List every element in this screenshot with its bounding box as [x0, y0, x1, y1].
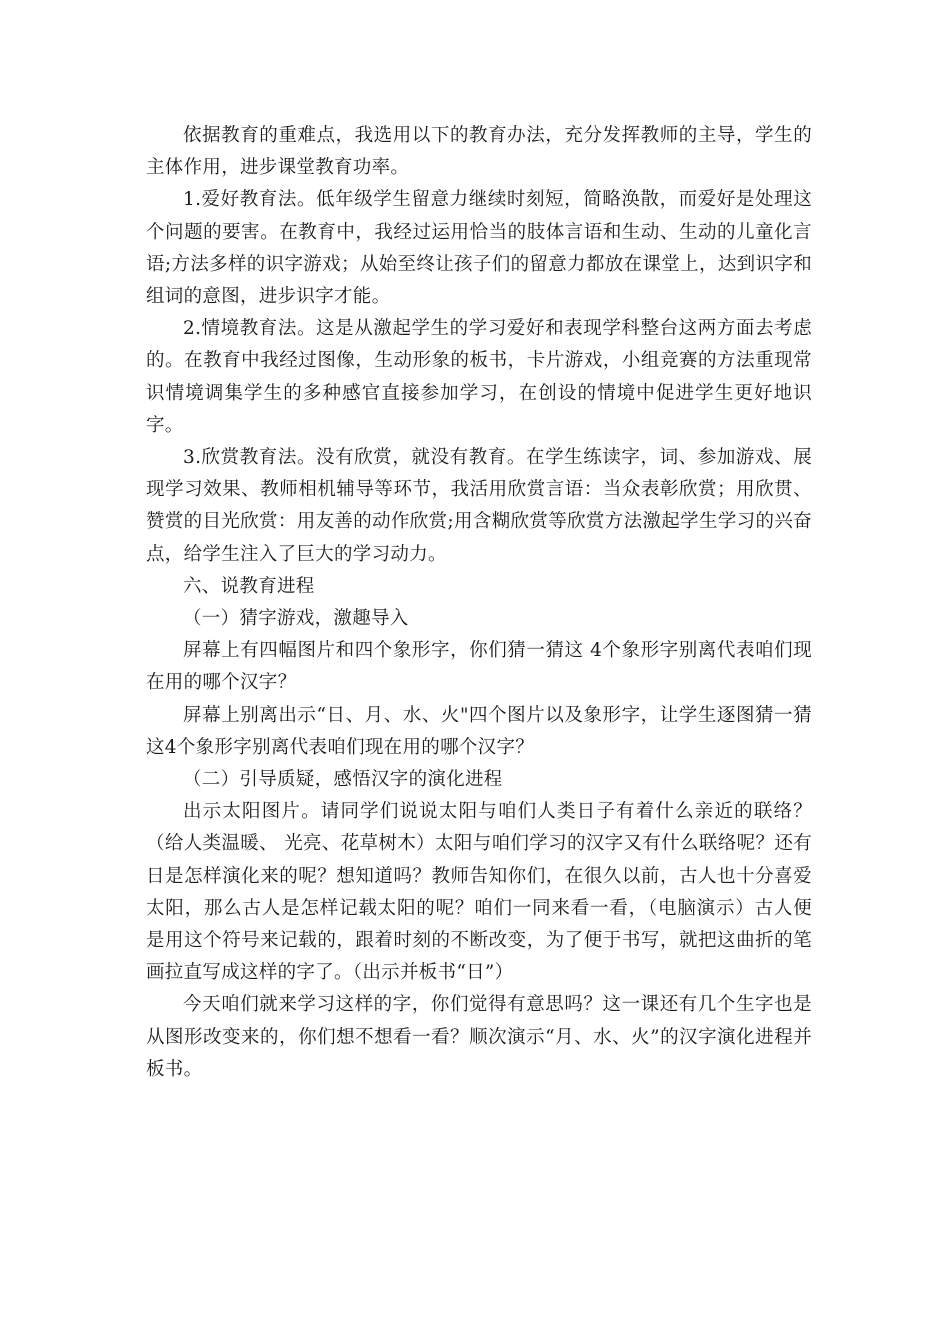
- paragraph-show-pictures: 屏幕上别离出示“日、月、水、火"四个图片以及象形字，让学生逐图猜一猜这4个象形字别离代表咱们现在用的哪个汉字？: [146, 704, 812, 758]
- paragraph-sun-picture: 出示太阳图片。请同学们说说太阳与咱们人类日子有着什么亲近的联络？（给人类温暖、 光亮、花草树木）太阳与咱们学习的汉字又有什么联络呢？还有日是怎样演化来的呢？想知道吗？教师告知你们，在很久以前，古人也十分喜爱太阳，那么古人是怎样记载太阳的呢？咱们一同来看一看，（电脑演示）古人便是用这个符号来记载的，跟着时刻的不断改变，为了便于书写，就把这曲折的笔画拉直写成这样的字了。（出示并板书“日”）: [146, 801, 812, 984]
- paragraph-today-learning: 今天咱们就来学习这样的字，你们觉得有意思吗？这一课还有几个生字也是从图形改变来的，你们想不想看一看？顺次演示“月、水、火”的汉字演化进程并板书。: [146, 994, 812, 1080]
- subheading-guessing-game: （一）猜字游戏，激趣导入: [183, 608, 409, 630]
- paragraph-teaching-methods-intro: 依据教育的重难点，我选用以下的教育办法，充分发挥教师的主导，学生的主体作用，进步课堂教育功率。: [146, 125, 812, 179]
- paragraph-four-pictures: 屏幕上有四幅图片和四个象形字，你们猜一猜这 4个象形字别离代表咱们现在用的哪个汉字？: [146, 640, 812, 694]
- paragraph-situation-method: 2.情境教育法。这是从激起学生的学习爱好和表现学科整台这两方面去考虑的。在教育中我经过图像，生动形象的板书，卡片游戏，小组竞赛的方法重现常识情境调集学生的多种感官直接参加学习，在创设的情境中促进学生更好地识字。: [146, 318, 812, 436]
- section-heading-teaching-process: 六、说教育进程: [183, 575, 315, 597]
- document-body: [146, 120, 812, 1086]
- subheading-guided-questioning: （二）引导质疑，感悟汉字的演化进程: [183, 769, 503, 791]
- paragraph-appreciation-method: 3.欣赏教育法。没有欣赏，就没有教育。在学生练读字，词、参加游戏、展现学习效果、教师相机辅导等环节，我活用欣赏言语：当众表彰欣赏；用欣贯、赞赏的目光欣赏：用友善的动作欣赏;用含糊欣赏等欣赏方法激起学生学习的兴奋点，给学生注入了巨大的学习动力。: [146, 447, 812, 565]
- paragraph-interest-method: 1.爱好教育法。低年级学生留意力继续时刻短，简略涣散，而爱好是处理这个问题的要害。在教育中，我经过运用恰当的肢体言语和生动、生动的儿童化言语;方法多样的识字游戏；从始至终让孩子们的留意力都放在课堂上，达到识字和组词的意图，进步识字才能。: [146, 189, 812, 308]
